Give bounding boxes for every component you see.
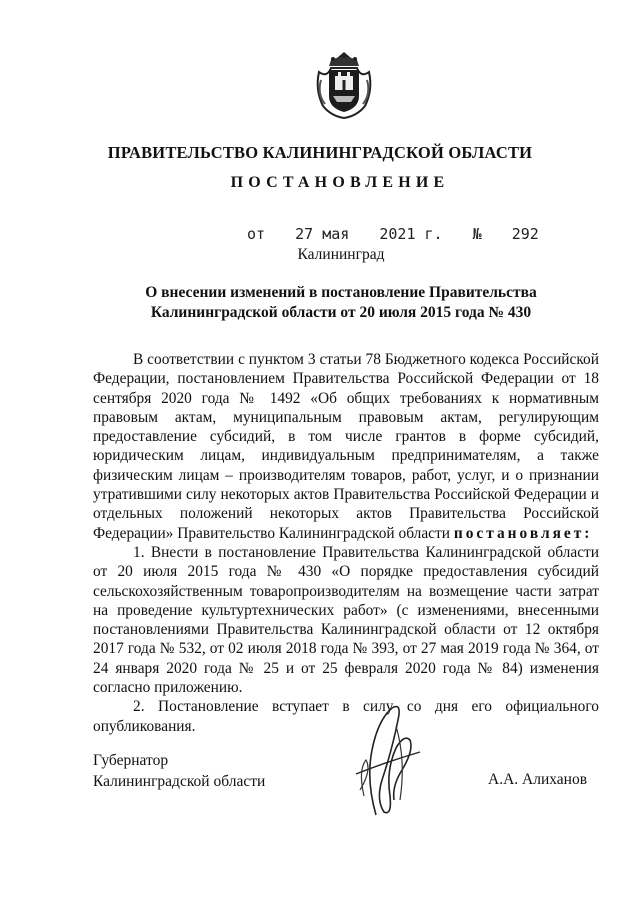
resolves-word: постановляет: xyxy=(453,524,593,542)
position-line-1: Губернатор xyxy=(93,752,169,769)
number-sign: № xyxy=(472,225,482,243)
handwritten-signature xyxy=(336,700,436,820)
date-line xyxy=(247,225,539,243)
item-2: 2. Постановление вступает в силу со дня его официального опубликования. xyxy=(93,698,599,735)
date-value: 27 мая xyxy=(295,225,350,243)
document-body xyxy=(93,350,599,736)
signatory-name: А.А. Алиханов xyxy=(488,771,588,788)
document-number: 292 xyxy=(511,225,539,243)
position-line-2: Калининградской области xyxy=(93,773,266,790)
document-type: ПОСТАНОВЛЕНИЕ xyxy=(230,174,450,191)
title-line-2: Калининградской области от 20 июля 2015 года № 430 xyxy=(150,304,532,321)
organization-name: ПРАВИТЕЛЬСТВО КАЛИНИНГРАДСКОЙ ОБЛАСТИ xyxy=(107,143,533,162)
date-year: 2021 г. xyxy=(379,225,443,243)
date-prefix: от xyxy=(247,225,266,243)
preamble-paragraph xyxy=(93,350,599,543)
item-1: 1. Внести в постановление Правительства Калининградской области от 20 июля 2015 года № 430 «О порядке предоставления субсидий сельскохозяйственным товаропроизводителям на возмещение части затрат на проведение культуртехнических работ» (с изменениями, внесенными постановлениями Правительства Калининградской области от 12 октября 2017 года № 532, от 02 июля 2018 года № 393, от 27 мая 2019 года № 364, от 24 января 2020 года № 25 и от 25 февраля 2020 года № 84) изменения согласно приложению. xyxy=(93,543,599,697)
coat-of-arms-icon xyxy=(311,50,377,120)
signatory-position xyxy=(93,750,265,792)
document-title xyxy=(0,283,640,323)
preamble-text: В соответствии с пунктом 3 статьи 78 Бюджетного кодекса Российской Федерации, постановлением Правительства Российской Федерации от 18 сентября 2020 года № 1492 «Об общих требованиях к нормативным правовым актам, муниципальным правовым актам, регулирующим предоставление субсидий, в том числе грантов в форме субсидий, юридическим лицам, индивидуальным предпринимателям, а также физическим лицам – производителям товаров, работ, услуг, и о признании утратившими силу некоторых актов Правительства Российской Федерации и отдельных положений некоторых актов Правительства Российской Федерации» Правительство Калининградской области xyxy=(93,351,599,542)
title-line-1: О внесении изменений в постановление Правительства xyxy=(145,284,537,301)
city: Калининград xyxy=(297,246,385,263)
